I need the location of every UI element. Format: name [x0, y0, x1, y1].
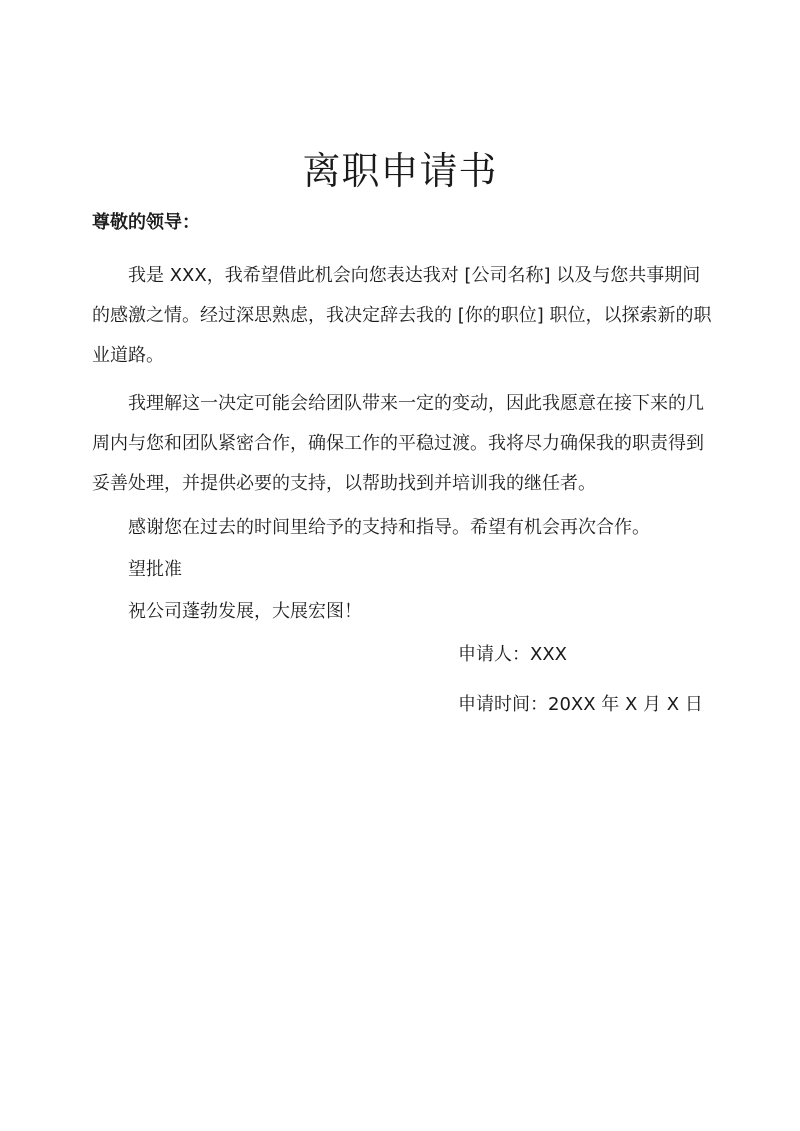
paragraph-text: 望批准 [128, 559, 182, 580]
applicant-signature: 申请人：XXX [458, 644, 567, 665]
paragraph-text: 感谢您在过去的时间里给予的支持和指导。希望有机会再次合作。 [128, 517, 650, 538]
approval-request [92, 550, 712, 590]
document-title: 离职申请书 [302, 149, 498, 194]
salutation: 尊敬的领导： [92, 212, 200, 233]
paragraph-text: 祝公司蓬勃发展，大展宏图！ [128, 601, 362, 622]
closing-wish [92, 592, 712, 632]
body-paragraph-1 [92, 256, 712, 376]
paragraph-text: 我理解这一决定可能会给团队带来一定的变动，因此我愿意在接下来的几周内与您和团队紧密合作，确保工作的平稳过渡。我将尽力确保我的职责得到妥善处理，并提供必要的支持，以帮助找到并培训我的继任者。 [92, 393, 704, 494]
body-paragraph-3 [92, 508, 712, 548]
body-paragraph-2 [92, 384, 712, 504]
paragraph-text: 我是 XXX，我希望借此机会向您表达我对 [公司名称] 以及与您共事期间的感激之情。经过深思熟虑，我决定辞去我的 [你的职位] 职位，以探索新的职业道路。 [92, 265, 712, 366]
application-date: 申请时间：20XX 年 X 月 X 日 [458, 694, 703, 715]
